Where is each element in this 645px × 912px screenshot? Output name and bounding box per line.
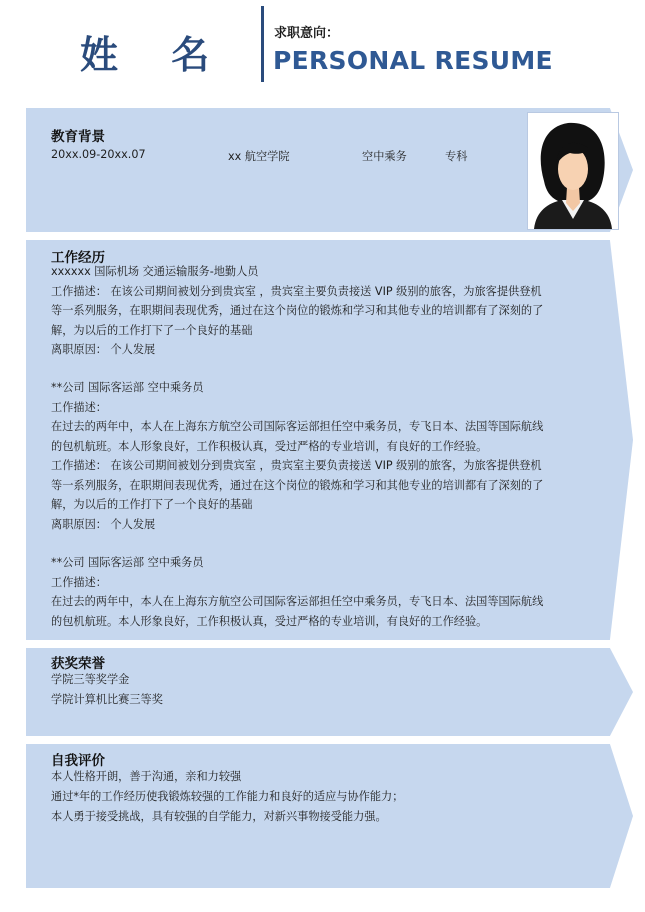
work-line: xxxxxx 国际机场 交通运输服务-地勤人员 [51,265,259,278]
education-degree: 专科 [445,150,468,163]
work-line: 工作描述： [51,575,107,589]
job-intent-label: 求职意向： [274,26,340,41]
self-eval-title: 自我评价 [51,753,105,769]
resume-title-en: PERSONAL RESUME [273,46,553,75]
work-line: 离职原因： 个人发展 [51,517,156,531]
work-line: 离职原因： 个人发展 [51,343,156,356]
work-line: 在过去的两年中，本人在上海东方航空公司国际客运部担任空中乘务员，专飞日本、法国等国际航线 [51,420,544,433]
work-line: 解，为以后的工作打下了一个良好的基础 [51,498,253,511]
self-eval-line: 本人性格开朗，善于沟通，亲和力较强 [51,770,242,783]
education-school: xx 航空学院 [228,150,290,163]
work-line: 等一系列服务，在职期间表现优秀，通过在这个岗位的锻炼和学习和其他专业的培训都有了深刻的了 [51,478,544,492]
education-title: 教育背景 [51,129,105,145]
profile-photo [527,112,619,230]
work-line: 工作描述： 在该公司期间被划分到贵宾室 ，贵宾室主要负责接送 VIP 级别的旅客，为旅客提供登机 [51,284,542,298]
self-eval-line: 通过*年的工作经历使我锻炼较强的工作能力和良好的适应与协作能力； [51,790,404,803]
education-period: 20xx.09-20xx.07 [51,148,146,161]
work-title: 工作经历 [51,250,105,266]
work-line: 在过去的两年中，本人在上海东方航空公司国际客运部担任空中乘务员，专飞日本、法国等国际航线 [51,595,544,608]
education-major: 空中乘务 [362,150,407,163]
work-line: 工作描述： 在该公司期间被划分到贵宾室 ，贵宾室主要负责接送 VIP 级别的旅客，为旅客提供登机 [51,459,542,472]
awards-title: 获奖荣誉 [51,656,105,672]
female-avatar-icon [528,113,618,229]
name-heading: 姓 名 [80,33,230,77]
work-line: 工作描述： [51,400,107,414]
work-line: 等一系列服务，在职期间表现优秀，通过在这个岗位的锻炼和学习和其他专业的培训都有了深刻的了 [51,304,544,317]
award-item: 学院计算机比赛三等奖 [51,693,163,706]
award-item: 学院三等奖学金 [51,673,130,686]
work-line: **公司 国际客运部 空中乘务员 [51,556,204,569]
work-line: 的包机航班。本人形象良好，工作积极认真，受过严格的专业培训，有良好的工作经验。 [51,439,488,453]
header-divider [261,6,264,82]
self-eval-line: 本人勇于接受挑战，具有较强的自学能力，对新兴事物接受能力强。 [51,810,387,823]
work-line: 解，为以后的工作打下了一个良好的基础 [51,323,253,337]
work-line: 的包机航班。本人形象良好，工作积极认真，受过严格的专业培训，有良好的工作经验。 [51,614,488,628]
work-line: **公司 国际客运部 空中乘务员 [51,381,204,394]
